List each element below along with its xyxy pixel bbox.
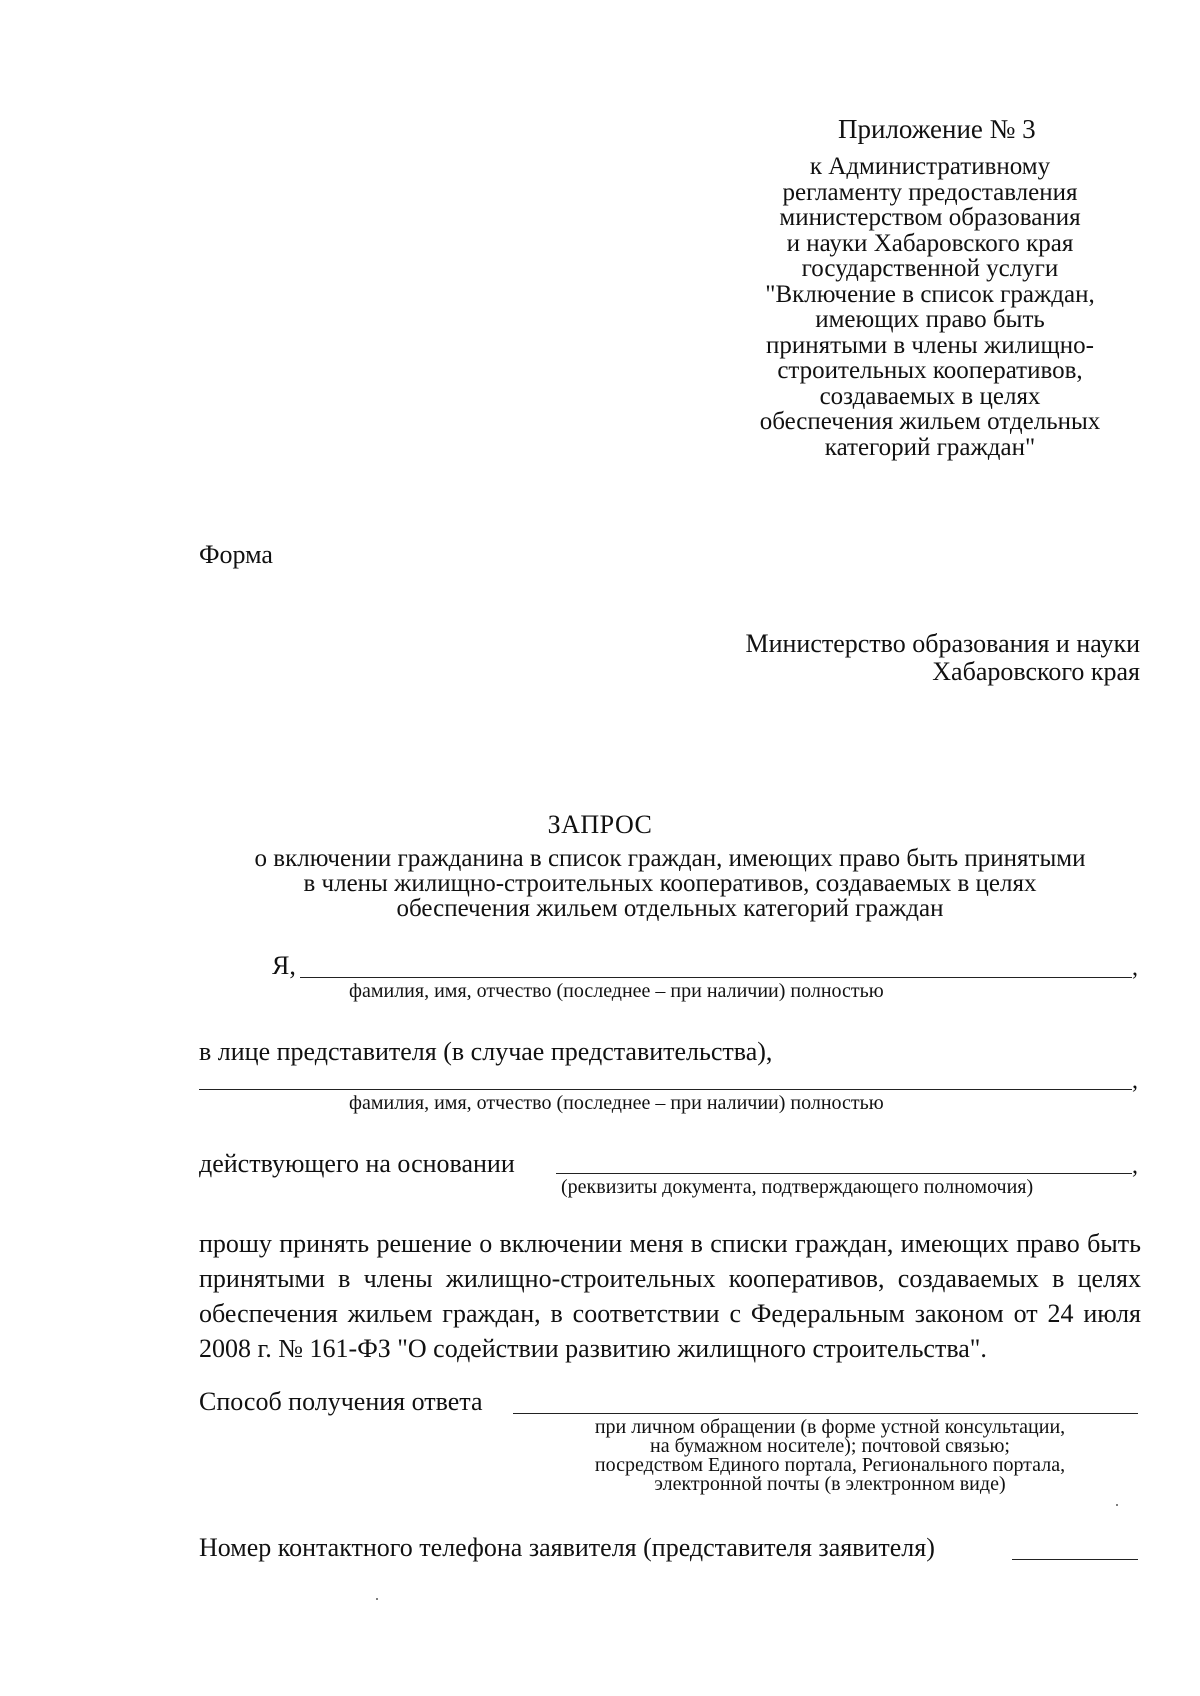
appendix-description — [720, 154, 1140, 460]
subtitle-line: в члены жилищно-строительных кооперативов, создаваемых в целях — [303, 870, 1037, 897]
representative-caption: фамилия, имя, отчество (последнее – при наличии) полностью — [349, 1092, 884, 1114]
applicant-prefix: Я, — [272, 951, 296, 980]
subtitle-line: обеспечения жильем отдельных категорий граждан — [396, 895, 944, 922]
basis-comma: , — [1132, 1153, 1138, 1179]
appendix-line: и науки Хабаровского края — [786, 229, 1074, 257]
document-title: ЗАПРОС — [547, 810, 653, 839]
representative-name-field[interactable] — [199, 1089, 1132, 1090]
response-method-label: Способ получения ответа — [199, 1387, 483, 1416]
phone-field[interactable] — [1012, 1559, 1138, 1560]
applicant-name-field[interactable] — [300, 977, 1132, 978]
appendix-line: создаваемых в целях — [819, 382, 1041, 410]
appendix-number: Приложение № 3 — [838, 114, 1036, 144]
request-paragraph: прошу принять решение о включении меня в списки граждан, имеющих право быть принятыми в члены жилищно-строительных кооперативов, создаваемых в целях обеспечения жильем граждан, в соответствии с Федеральным законом от 24 июля 2008 г. № 161-ФЗ "О содействии развитию жилищного строительства". — [199, 1229, 1141, 1363]
phone-label: Номер контактного телефона заявителя (представителя заявителя) — [199, 1533, 935, 1562]
appendix-line: принятыми в члены жилищно- — [766, 331, 1094, 359]
applicant-comma: , — [1132, 955, 1138, 981]
basis-label: действующего на основании — [199, 1149, 515, 1178]
response-method-field[interactable] — [513, 1413, 1138, 1414]
subtitle-line: о включении гражданина в список граждан, имеющих право быть принятыми — [254, 845, 1086, 872]
appendix-line: обеспечения жильем отдельных — [759, 408, 1101, 435]
appendix-line: регламенту предоставления — [782, 178, 1078, 206]
appendix-line: имеющих право быть — [815, 306, 1045, 333]
addressee-line: Хабаровского края — [932, 657, 1140, 686]
basis-document-field[interactable] — [556, 1173, 1132, 1174]
scan-speck — [376, 1598, 378, 1600]
method-caption-line: электронной почты (в электронном виде) — [654, 1473, 1006, 1495]
appendix-line: министерством образования — [779, 204, 1081, 231]
appendix-line: государственной услуги — [801, 255, 1059, 282]
appendix-line: категорий граждан" — [824, 433, 1036, 461]
addressee — [620, 630, 1140, 686]
representative-comma: , — [1132, 1068, 1138, 1094]
appendix-line: "Включение в список граждан, — [765, 280, 1095, 308]
appendix-line: к Административному — [809, 153, 1051, 180]
method-caption-line: на бумажном носителе); почтовой связью; — [650, 1435, 1010, 1457]
basis-caption: (реквизиты документа, подтверждающего полномочия) — [561, 1176, 1034, 1198]
method-caption-line: при личном обращении (в форме устной консультации, — [594, 1416, 1066, 1438]
appendix-line: строительных кооперативов, — [777, 357, 1083, 384]
document-subtitle — [199, 846, 1141, 921]
applicant-caption: фамилия, имя, отчество (последнее – при наличии) полностью — [349, 980, 884, 1002]
representative-label: в лице представителя (в случае представительства), — [199, 1037, 773, 1066]
addressee-line: Министерство образования и науки — [745, 629, 1140, 658]
form-label: Форма — [199, 540, 273, 569]
response-method-caption — [520, 1418, 1140, 1494]
scan-speck — [1116, 1504, 1118, 1506]
method-caption-line: посредством Единого портала, Регионального портала, — [594, 1454, 1066, 1476]
